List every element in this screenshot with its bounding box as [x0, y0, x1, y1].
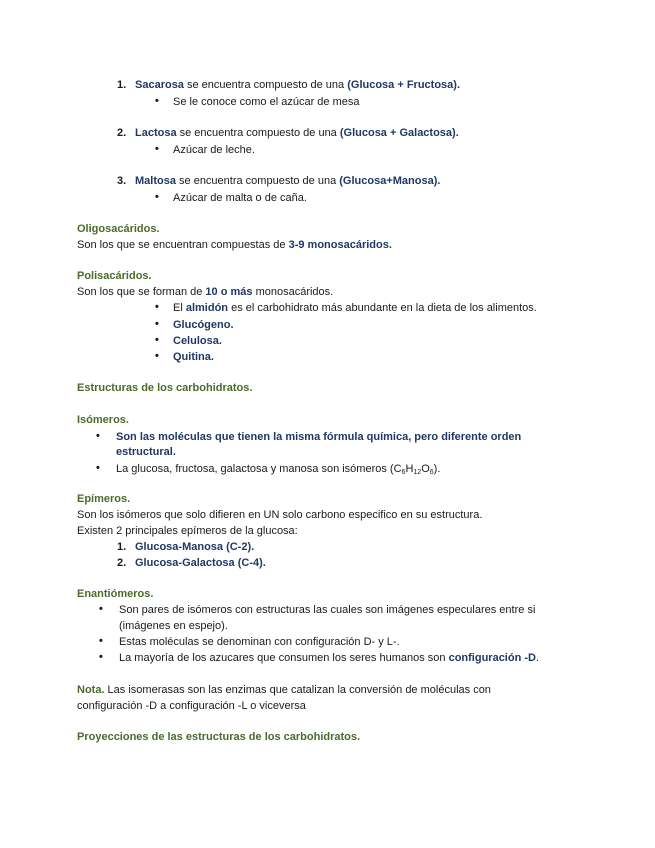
section-heading: Oligosacáridos.: [77, 223, 160, 235]
bullet-icon: •: [155, 318, 159, 330]
list-item: Son pares de isómeros con estructuras las cuales son imágenes especulares entre si: [119, 604, 536, 616]
bullet-icon: •: [99, 603, 103, 615]
paragraph: Son los isómeros que solo difieren en UN solo carbono especifico en su estructura.: [77, 509, 483, 521]
list-item: (imágenes en espejo).: [119, 620, 228, 632]
list-item: Azúcar de malta o de caña.: [173, 192, 307, 204]
paragraph: Existen 2 principales epímeros de la glucosa:: [77, 525, 298, 537]
list-item: 1. Glucosa-Manosa (C-2).: [117, 541, 255, 553]
section-heading: Isómeros.: [77, 414, 129, 426]
list-item: Son las moléculas que tienen la misma fórmula química, pero diferente orden: [116, 431, 522, 443]
list-item: Estas moléculas se denominan con configuración D- y L-.: [119, 636, 400, 648]
bullet-icon: •: [96, 462, 100, 474]
list-item: Se le conoce como el azúcar de mesa: [173, 96, 360, 108]
section-heading: Enantiómeros.: [77, 588, 154, 600]
section-heading: Proyecciones de las estructuras de los carbohidratos.: [77, 731, 361, 743]
list-item: estructural.: [116, 446, 176, 458]
bullet-icon: •: [155, 95, 159, 107]
note-paragraph: configuración -D a configuración -L o viceversa: [77, 700, 306, 712]
paragraph: Son los que se encuentran compuestas de 3-9 monosacáridos.: [77, 239, 392, 251]
bullet-icon: •: [155, 143, 159, 155]
list-item: 2. Glucosa-Galactosa (C-4).: [117, 557, 266, 569]
note-paragraph: Nota. Las isomerasas son las enzimas que catalizan la conversión de moléculas con: [77, 684, 491, 696]
section-heading: Estructuras de los carbohidratos.: [77, 382, 253, 394]
section-heading: Polisacáridos.: [77, 270, 152, 282]
list-item: Quitina.: [173, 351, 214, 363]
bullet-icon: •: [155, 334, 159, 346]
section-heading: Epímeros.: [77, 493, 131, 505]
bullet-icon: •: [99, 635, 103, 647]
list-item: Glucógeno.: [173, 319, 234, 331]
bullet-icon: •: [99, 651, 103, 663]
bullet-icon: •: [155, 191, 159, 203]
list-item: Azúcar de leche.: [173, 144, 255, 156]
list-item: La glucosa, fructosa, galactosa y manosa son isómeros $(C_6H_{12}O_6)$.: [116, 463, 441, 476]
paragraph: Son los que se forman de 10 o más monosacáridos.: [77, 286, 334, 298]
list-item: 1. Sacarosa se encuentra compuesto de una (Glucosa + Fructosa).: [117, 79, 460, 91]
list-item: 2. Lactosa se encuentra compuesto de una (Glucosa + Galactosa).: [117, 127, 459, 139]
list-item: La mayoría de los azucares que consumen los seres humanos son configuración -D.: [119, 652, 540, 664]
bullet-icon: •: [96, 430, 100, 442]
list-item: 3. Maltosa se encuentra compuesto de una (Glucosa+Manosa).: [117, 175, 441, 187]
bullet-icon: •: [155, 350, 159, 362]
bullet-icon: •: [155, 301, 159, 313]
list-item: Celulosa.: [173, 335, 222, 347]
list-item: El almidón es el carbohidrato más abundante en la dieta de los alimentos.: [173, 302, 537, 314]
